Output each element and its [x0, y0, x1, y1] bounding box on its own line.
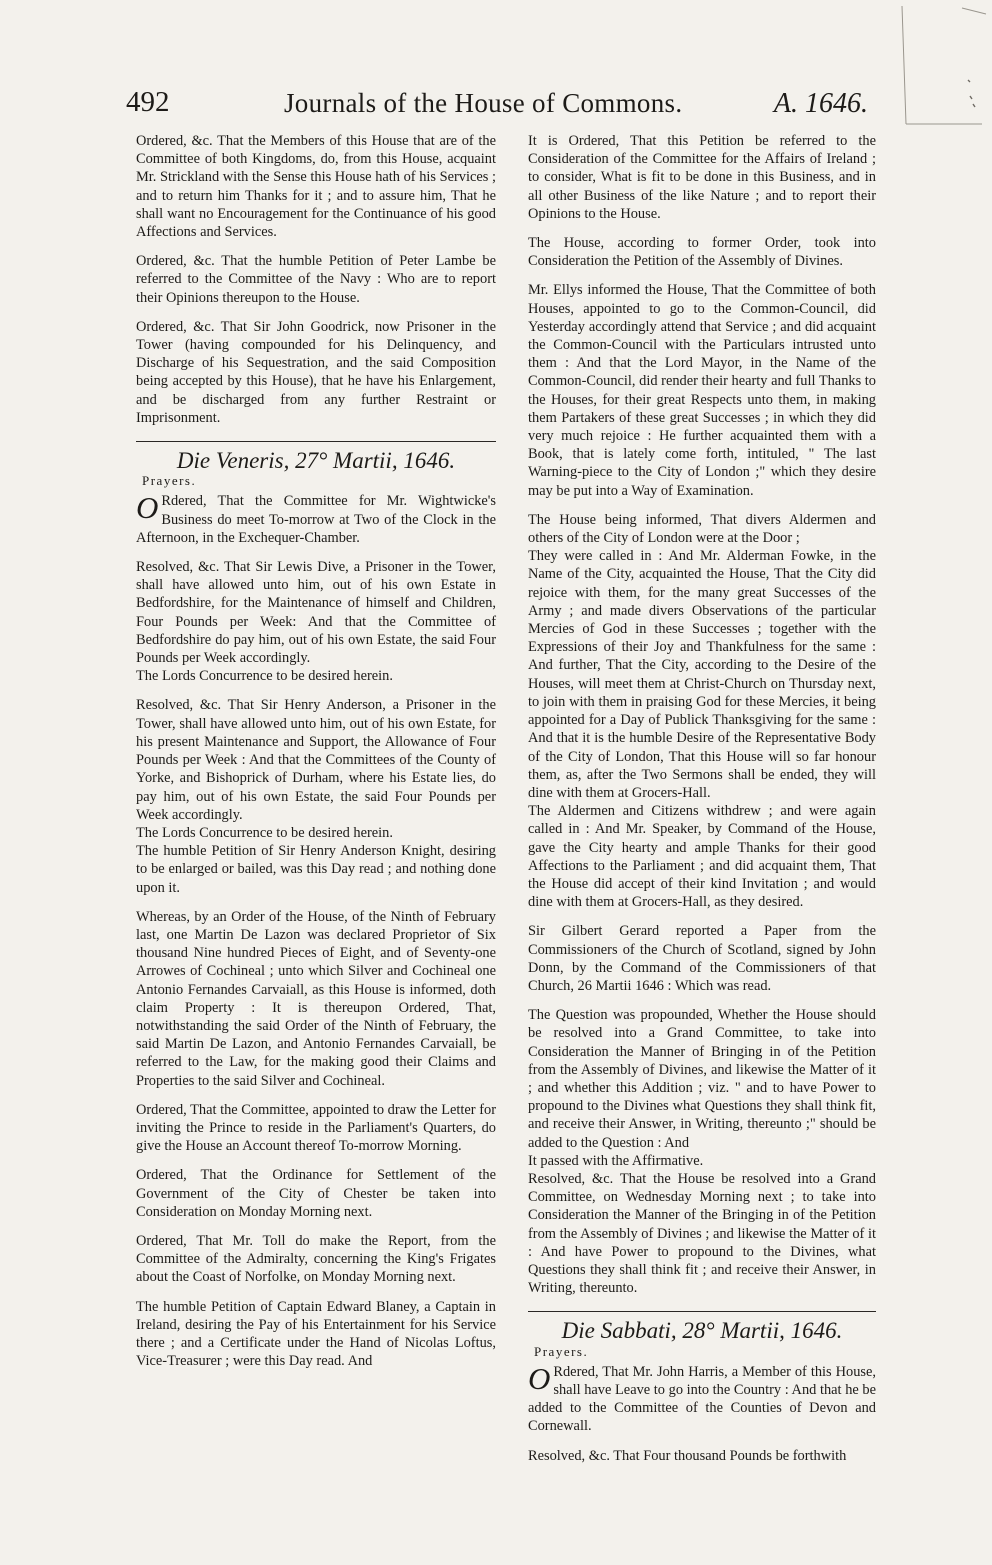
entry-paragraph: Resolved, &c. That Sir Lewis Dive, a Prisoner in the Tower, shall have allowed unto him, out of his own Estate in Bedfordshire, for the Maintenance of himself and Children, Four Pounds per Week: And that the Committee of Bedfordshire do pay him, out of his own Estate, the said Four Pounds per Week accordingly. [136, 559, 496, 667]
entry-paragraph: Ordered, That the Ordinance for Settlement of the Government of the City of Chester be taken into Consideration on Monday Morning next. [136, 1167, 496, 1220]
entry-paragraph: The Lords Concurrence to be desired herein. [136, 824, 393, 841]
entry-paragraph: The Question was propounded, Whether the House should be resolved into a Grand Committee, to take into Consideration the Manner of Bringing in of the Petition from the Assembly of Divines, and likewise the Matter of it ; and whether this Addition ; viz. " and to have Power to propound to the Divines what Questions they shall think fit, and receive their Answer, in Writing, thereunto ;" should be added to the Question : And [528, 1007, 876, 1151]
page-header [126, 84, 874, 128]
entry-paragraph: Ordered, &c. That the humble Petition of Peter Lambe be referred to the Committee of the Navy : Who are to report their Opinions thereupon to the House. [136, 253, 496, 306]
day-heading: Die Veneris, 27° Martii, 1646. [176, 448, 456, 474]
drop-cap: O [528, 1360, 551, 1396]
section-rule [136, 441, 496, 442]
year-marker: A. 1646. [773, 88, 868, 119]
entry-paragraph: Resolved, &c. That Four thousand Pounds be forthwith [528, 1447, 847, 1464]
page-number: 492 [126, 86, 170, 118]
entry-paragraph: The Lords Concurrence to be desired herein. [136, 668, 393, 685]
entry-paragraph: Resolved, &c. That the House be resolved into a Grand Committee, on Wednesday Morning next ; to take into Consideration the Manner of the Bringing in of the Petition from the Assembly of Divines ; and likewise the Matter of it : And have Power to propound to the Divines, what Questions they shall think fit ; and receive their Answer, in Writing, thereunto. [528, 1170, 876, 1297]
entry-paragraph: The House being informed, That divers Aldermen and others of the City of London were at the Door ; [528, 511, 876, 547]
order-paragraph [528, 1360, 876, 1436]
entry-paragraph: It passed with the Affirmative. [528, 1152, 704, 1169]
entry-paragraph: The humble Petition of Captain Edward Blaney, a Captain in Ireland, desiring the Pay of his Entertainment for his Service there ; and a Certificate under the Hand of Nicolas Loftus, Vice-Treasurer ; were this Day read. And [136, 1298, 496, 1370]
entry-paragraph: The Aldermen and Citizens withdrew ; and were again called in : And Mr. Speaker, by Command of the House, gave the City hearty and ample Thanks for their good Affections to the Parliament ; and did acquaint them, That the House did accept of their kind Invitation ; and would dine with them at Grocers-Hall, as they desired. [528, 803, 876, 911]
margin-bracket-mark [882, 0, 992, 130]
entry-paragraph: Mr. Ellys informed the House, That the Committee of both Houses, appointed to go to the Common-Council, did Yesterday accordingly attend that Service ; and did acquaint the Common-Council with the Particulars intrusted unto them : And that the Lord Mayor, in the Name of the Common-Council, did render their hearty and full Thanks to the Houses, for their great Respects unto them, in making them Partakers of these great Successes ; in which they did very much rejoice : He further acquainted them with a Book, that is lately come forth, intituled, " The last Warning-piece to the City of London ;" which they desire may be put into a Way of Examination. [528, 282, 876, 499]
entry-paragraph: The humble Petition of Sir Henry Anderson Knight, desiring to be enlarged or bailed, was this Day read ; and nothing done upon it. [136, 843, 496, 896]
entry-paragraph: Sir Gilbert Gerard reported a Paper from the Commissioners of the Church of Scotland, signed by John Donn, by the Command of the Commissioners of that Church, 26 Martii 1646 : Which was read. [528, 923, 876, 994]
paragraph-text: Rdered, That Mr. John Harris, a Member of this House, shall have Leave to go into the Country : And that he be added to the Committee of the Counties of Devon and Cornewall. [528, 1363, 876, 1435]
prayers-label: Prayers. [142, 473, 197, 489]
entry-paragraph: Resolved, &c. That Sir Henry Anderson, a Prisoner in the Tower, shall have allowed unto him, out of his own Estate, for his present Maintenance and Support, the Allowance of Four Pounds per Week : And that the Committees of the County of Yorke, and Bishoprick of Durham, where his Estate lies, do pay him, out of his own Estate, the said Four Pounds per Week accordingly. [136, 697, 496, 823]
day-heading: Die Sabbati, 28° Martii, 1646. [561, 1318, 843, 1344]
entry-paragraph: Ordered, &c. That the Members of this House that are of the Committee of both Kingdoms, do, from this House, acquaint Mr. Strickland with the Sense this House hath of his Services ; and to return him Thanks for it ; and to assure him, That he shall want no Encouragement for the Continuance of his good Affections and Services. [136, 133, 496, 241]
entry-paragraph: It is Ordered, That this Petition be referred to the Consideration of the Committee for the Affairs of Ireland ; to consider, What is fit to be done in this Business, and in all other Business of the like Nature ; and to report their Opinions to the House. [528, 133, 876, 222]
entry-paragraph: Ordered, That Mr. Toll do make the Report, from the Committee of the Admiralty, concerning the King's Frigates about the Coast of Norfolke, on Monday Morning next. [136, 1232, 496, 1286]
entry-paragraph: The House, according to former Order, took into Consideration the Petition of the Assembly of Divines. [528, 235, 876, 270]
entry-paragraph: Whereas, by an Order of the House, of the Ninth of February last, one Martin De Lazon was declared Proprietor of Six thousand Nine hundred Pieces of Eight, and of Seventy-one Arrowes of Cochineal ; unto which Silver and Cochineal one Antonio Fernandes Carvaiall, as this House is informed, doth claim Property : It is thereupon Ordered, That, notwithstanding the said Order of the Ninth of February, the said Martin De Lazon, and Antonio Fernandes Carvaiall, be referred to the Law, for the making good their Claims and Properties to the said Silver and Cochineal. [136, 908, 496, 1089]
prayers-label: Prayers. [534, 1343, 589, 1359]
entry-paragraph: Ordered, &c. That Sir John Goodrick, now Prisoner in the Tower (having compounded for his Delinquency, and Discharge of his Sequestration, and the said Composition being accepted by this House), that he have his Enlargement, and be discharged from any further Restraint or Imprisonment. [136, 318, 496, 426]
entry-paragraph: They were called in : And Mr. Alderman Fowke, in the Name of the City, acquainted the House, That the City did rejoice with them, for the many great Successes of the Army ; and made divers Observations of the particular Mercies of God in these Successes ; together with the Expressions of their Joy and Thankfulness for the same : And further, That the City, according to the Desire of the Houses, will meet them at Christ-Church on Thursday next, to join with them in praising God for these Mercies, it being appointed for a Day of Publick Thanksgiving for the same : And that it is the humble Desire of the Representative Body of the City of London, That this House will so far honour them, as, after the Two Sermons shall be ended, they will dine with them at Grocers-Hall. [528, 548, 876, 801]
drop-cap: O [136, 490, 159, 526]
entry-paragraph: Ordered, That the Committee, appointed to draw the Letter for inviting the Prince to reside in the Parliament's Quarters, do give the House an Account thereof To-morrow Morning. [136, 1101, 496, 1155]
order-paragraph [136, 492, 496, 547]
section-rule [528, 1311, 876, 1312]
right-column [528, 132, 876, 1465]
left-column [136, 132, 496, 1370]
journal-title: Journals of the House of Commons. [284, 88, 683, 118]
paragraph-text: Rdered, That the Committee for Mr. Wightwicke's Business do meet To-morrow at Two of the Clock in the Afternoon, in the Exchequer-Chamber. [136, 493, 496, 546]
